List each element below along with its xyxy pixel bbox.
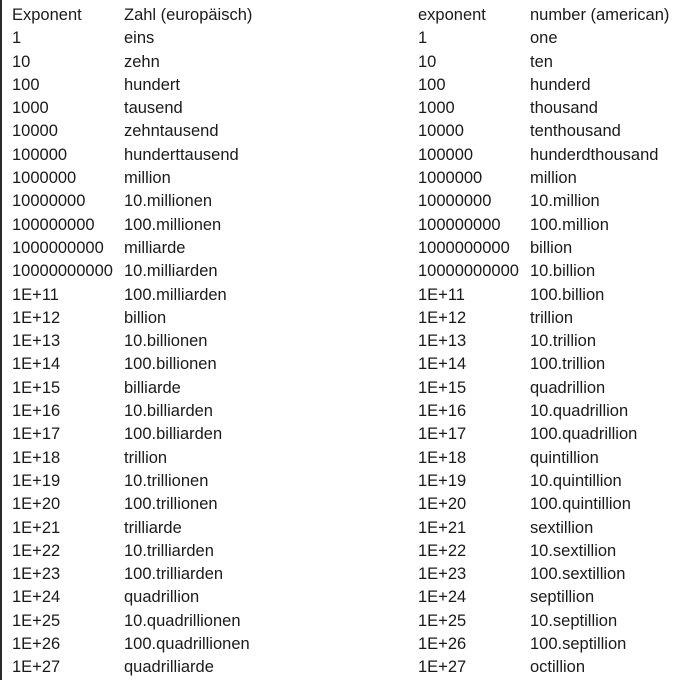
- number-us-cell: 10.quintillion: [530, 471, 622, 490]
- exponent-us-cell: 100000: [418, 145, 474, 164]
- number-eu-cell: 10.millionen: [124, 192, 213, 211]
- number-us-cell: hunderd: [530, 75, 591, 94]
- exponent-us-cell: 1E+12: [418, 308, 467, 327]
- exponent-eu-cell: 1E+19: [12, 471, 61, 490]
- number-eu-cell: tausend: [124, 99, 183, 118]
- number-us-cell: 10.billion: [530, 262, 596, 281]
- table-row: [12, 167, 691, 190]
- number-us-cell: one: [530, 29, 558, 48]
- exponent-us-cell: 1E+27: [418, 658, 467, 677]
- header-row: [12, 4, 691, 27]
- exponent-eu-cell: 1E+15: [12, 378, 61, 397]
- exponent-us-cell: 1E+20: [418, 495, 467, 514]
- table-row: [12, 633, 691, 656]
- table-row: [12, 423, 691, 446]
- table-row: [12, 120, 691, 143]
- exponent-us-cell: 1E+13: [418, 332, 467, 351]
- exponent-us-cell: 1000000000: [418, 238, 510, 257]
- exponent-us-cell: 1000: [418, 99, 455, 118]
- number-eu-cell: hunderttausend: [124, 145, 239, 164]
- exponent-us-cell: 1E+23: [418, 565, 467, 584]
- number-eu-cell: zehntausend: [124, 122, 219, 141]
- table-row: [12, 144, 691, 167]
- number-us-cell: 100.million: [530, 215, 609, 234]
- number-eu-cell: 100.billiarden: [124, 425, 223, 444]
- number-us-cell: thousand: [530, 99, 598, 118]
- table-row: [12, 307, 691, 330]
- exponent-eu-cell: 10000000: [12, 192, 86, 211]
- number-eu-cell: eins: [124, 29, 155, 48]
- number-eu-cell: 100.milliarden: [124, 285, 227, 304]
- exponent-eu-cell: 1000000: [12, 169, 77, 188]
- number-us-cell: 100.sextillion: [530, 565, 626, 584]
- table-row: [12, 377, 691, 400]
- header-number-us: number (american): [530, 6, 670, 24]
- number-eu-cell: million: [124, 169, 171, 188]
- number-eu-cell: 100.billionen: [124, 355, 217, 374]
- number-us-cell: sextillion: [530, 518, 594, 537]
- number-eu-cell: 100.quadrillionen: [124, 635, 250, 654]
- exponent-eu-cell: 1E+24: [12, 588, 61, 607]
- exponent-eu-cell: 10: [12, 52, 31, 71]
- exponent-eu-cell: 10000000000: [12, 262, 113, 281]
- table-row: [12, 656, 691, 679]
- number-us-cell: 10.quadrillion: [530, 402, 629, 421]
- number-us-cell: trillion: [530, 308, 574, 327]
- number-eu-cell: 100.trillionen: [124, 495, 218, 514]
- number-us-cell: 100.quintillion: [530, 495, 631, 514]
- number-eu-cell: quadrilliarde: [124, 658, 214, 677]
- exponent-eu-cell: 1: [12, 29, 22, 48]
- number-eu-cell: 10.billionen: [124, 332, 208, 351]
- number-eu-cell: hundert: [124, 75, 180, 94]
- number-eu-cell: 10.billiarden: [124, 402, 213, 421]
- exponent-eu-cell: 1E+11: [12, 285, 59, 304]
- number-us-cell: octillion: [530, 658, 586, 677]
- table-row: [12, 470, 691, 493]
- table-row: [12, 353, 691, 376]
- number-us-cell: 100.trillion: [530, 355, 606, 374]
- table-row: [12, 330, 691, 353]
- exponent-eu-cell: 1E+21: [12, 518, 61, 537]
- number-us-cell: hunderdthousand: [530, 145, 659, 164]
- exponent-eu-cell: 1000: [12, 99, 49, 118]
- exponent-us-cell: 10000000000: [418, 262, 519, 281]
- table-row: [12, 74, 691, 97]
- number-us-cell: million: [530, 169, 577, 188]
- exponent-us-cell: 1E+14: [418, 355, 467, 374]
- exponent-us-cell: 1E+22: [418, 541, 467, 560]
- number-us-cell: quadrillion: [530, 378, 606, 397]
- exponent-us-cell: 1E+18: [418, 448, 467, 467]
- number-eu-cell: 10.trilliarden: [124, 541, 214, 560]
- header-number-eu: Zahl (europäisch): [124, 6, 253, 24]
- table-row: [12, 610, 691, 633]
- exponent-us-cell: 1E+26: [418, 635, 467, 654]
- exponent-eu-cell: 1E+25: [12, 611, 61, 630]
- number-us-cell: 100.quadrillion: [530, 425, 638, 444]
- number-eu-cell: trilliarde: [124, 518, 182, 537]
- number-eu-cell: 10.milliarden: [124, 262, 218, 281]
- table-row: [12, 563, 691, 586]
- exponent-eu-cell: 1E+23: [12, 565, 61, 584]
- exponent-us-cell: 1E+17: [418, 425, 467, 444]
- table-row: [12, 540, 691, 563]
- number-us-cell: tenthousand: [530, 122, 621, 141]
- exponent-eu-cell: 100: [12, 75, 40, 94]
- exponent-us-cell: 10000000: [418, 192, 492, 211]
- exponent-eu-cell: 10000: [12, 122, 58, 141]
- table-row: [12, 190, 691, 213]
- exponent-us-cell: 1E+19: [418, 471, 467, 490]
- table-row: [12, 586, 691, 609]
- exponent-us-cell: 1000000: [418, 169, 483, 188]
- exponent-eu-cell: 1E+26: [12, 635, 61, 654]
- number-eu-cell: quadrillion: [124, 588, 200, 607]
- exponent-eu-cell: 1E+18: [12, 448, 61, 467]
- number-eu-cell: milliarde: [124, 238, 186, 257]
- number-names-table: [12, 4, 691, 680]
- table-row: [12, 51, 691, 74]
- exponent-eu-cell: 1E+22: [12, 541, 61, 560]
- exponent-us-cell: 1E+16: [418, 402, 467, 421]
- exponent-eu-cell: 1E+17: [12, 425, 61, 444]
- exponent-eu-cell: 1E+20: [12, 495, 61, 514]
- table-row: [12, 284, 691, 307]
- number-eu-cell: trillion: [124, 448, 168, 467]
- exponent-us-cell: 100000000: [418, 215, 501, 234]
- exponent-us-cell: 1: [418, 29, 428, 48]
- number-us-cell: septillion: [530, 588, 595, 607]
- number-eu-cell: billion: [124, 308, 167, 327]
- left-border-line: [0, 0, 2, 680]
- exponent-us-cell: 10000: [418, 122, 464, 141]
- exponent-eu-cell: 100000: [12, 145, 68, 164]
- number-eu-cell: 100.trilliarden: [124, 565, 224, 584]
- header-exponent-eu: Exponent: [12, 6, 82, 24]
- number-us-cell: 10.trillion: [530, 332, 597, 351]
- number-eu-cell: billiarde: [124, 378, 181, 397]
- table-row: [12, 447, 691, 470]
- number-us-cell: 100.septillion: [530, 635, 627, 654]
- exponent-us-cell: 10: [418, 52, 437, 71]
- exponent-us-cell: 1E+24: [418, 588, 467, 607]
- table-row: [12, 97, 691, 120]
- table-row: [12, 400, 691, 423]
- exponent-eu-cell: 1E+14: [12, 355, 61, 374]
- table-row: [12, 237, 691, 260]
- exponent-us-cell: 1E+21: [418, 518, 467, 537]
- table-row: [12, 493, 691, 516]
- exponent-eu-cell: 1E+12: [12, 308, 61, 327]
- exponent-eu-cell: 100000000: [12, 215, 95, 234]
- number-eu-cell: 10.quadrillionen: [124, 611, 241, 630]
- exponent-eu-cell: 1000000000: [12, 238, 104, 257]
- number-us-cell: 10.million: [530, 192, 600, 211]
- exponent-eu-cell: 1E+13: [12, 332, 61, 351]
- exponent-eu-cell: 1E+27: [12, 658, 61, 677]
- number-us-cell: 100.billion: [530, 285, 605, 304]
- number-us-cell: ten: [530, 52, 553, 71]
- number-eu-cell: zehn: [124, 52, 160, 71]
- table-row: [12, 260, 691, 283]
- table-row: [12, 27, 691, 50]
- table-row: [12, 214, 691, 237]
- number-eu-cell: 10.trillionen: [124, 471, 209, 490]
- table-row: [12, 517, 691, 540]
- number-eu-cell: 100.millionen: [124, 215, 222, 234]
- number-us-cell: 10.septillion: [530, 611, 618, 630]
- exponent-us-cell: 1E+25: [418, 611, 467, 630]
- header-exponent-us: exponent: [418, 6, 486, 24]
- number-us-cell: quintillion: [530, 448, 599, 467]
- exponent-us-cell: 1E+15: [418, 378, 467, 397]
- number-us-cell: 10.sextillion: [530, 541, 617, 560]
- exponent-eu-cell: 1E+16: [12, 402, 61, 421]
- exponent-us-cell: 1E+11: [418, 285, 465, 304]
- exponent-us-cell: 100: [418, 75, 446, 94]
- number-us-cell: billion: [530, 238, 573, 257]
